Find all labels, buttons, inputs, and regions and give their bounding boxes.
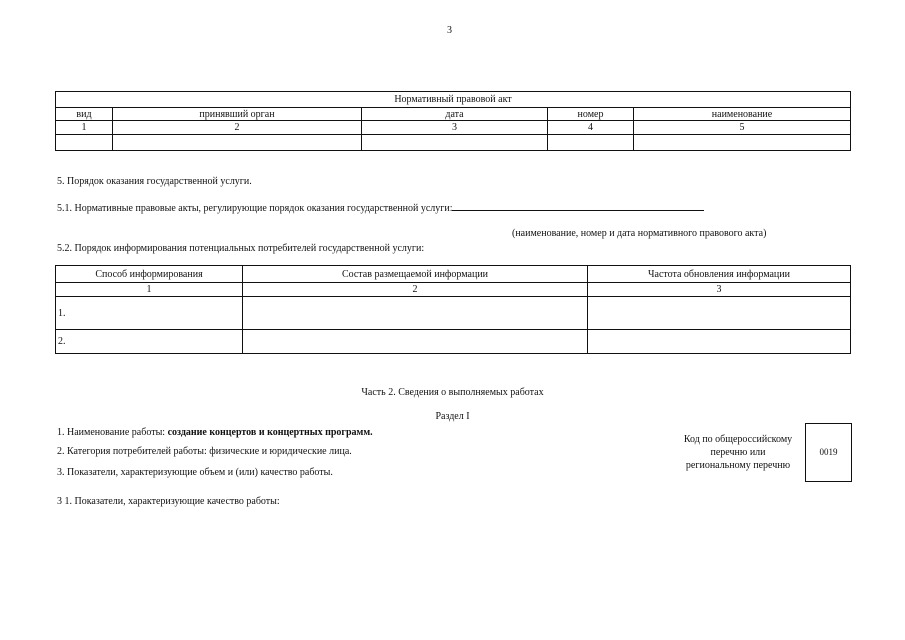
indicators-text: 3. Показатели, характеризующие объем и (или) качество работы. (57, 467, 333, 478)
table-cell (243, 297, 588, 330)
work-name-label: 1. Наименование работы: (57, 427, 168, 438)
part2-section-title: Раздел I (435, 411, 470, 422)
column-header: дата (362, 108, 548, 121)
section51-line (57, 201, 704, 214)
page-number: 3 (447, 25, 452, 36)
work-name-line (57, 427, 373, 438)
table-cell (588, 297, 851, 330)
column-header: наименование (634, 108, 851, 121)
column-number: 3 (588, 283, 851, 297)
column-header: Частота обновления информации (588, 266, 851, 283)
info-table (55, 265, 851, 354)
part2-title: Часть 2. Сведения о выполняемых работах (361, 387, 544, 398)
code-label-line: региональному перечню (685, 460, 791, 471)
code-value: 0019 (819, 447, 838, 457)
section51-caption: (наименование, номер и дата нормативного правового акта) (512, 228, 767, 239)
column-header: Способ информирования (56, 266, 243, 283)
code-label-line: Код по общероссийскому (683, 434, 793, 445)
column-number: 5 (634, 121, 851, 135)
table-row (56, 297, 851, 330)
table-cell: 2. (56, 330, 243, 354)
column-number: 3 (362, 121, 548, 135)
code-box (805, 423, 852, 482)
section51-blank-line (452, 201, 704, 211)
code-label-line: перечню или (710, 447, 766, 458)
column-header: номер (548, 108, 634, 121)
work-name-value: создание концертов и концертных программ. (167, 427, 373, 438)
table-cell (56, 135, 113, 151)
quality-indicators-text: 3 1. Показатели, характеризующие качество работы: (57, 496, 280, 507)
code-label (673, 433, 803, 472)
table-row (56, 330, 851, 354)
column-number: 1 (56, 283, 243, 297)
column-header: вид (56, 108, 113, 121)
column-number: 2 (113, 121, 362, 135)
section51-text: 5.1. Нормативные правовые акты, регулирующие порядок оказания государственной услуги: (57, 203, 453, 214)
table-cell (588, 330, 851, 354)
table-cell (548, 135, 634, 151)
table-cell: 1. (56, 297, 243, 330)
column-number: 2 (243, 283, 588, 297)
table-cell (634, 135, 851, 151)
column-header: Состав размещаемой информации (243, 266, 588, 283)
table-row (56, 135, 851, 151)
column-header: принявший орган (113, 108, 362, 121)
table-cell (362, 135, 548, 151)
column-number: 4 (548, 121, 634, 135)
column-number: 1 (56, 121, 113, 135)
section5-heading: 5. Порядок оказания государственной услуги. (57, 176, 252, 187)
table-cell (243, 330, 588, 354)
consumer-category: 2. Категория потребителей работы: физические и юридические лица. (57, 446, 352, 457)
table-cell (113, 135, 362, 151)
legal-act-table (55, 91, 851, 151)
legal-act-table-title: Нормативный правовой акт (56, 92, 851, 108)
section52-text: 5.2. Порядок информирования потенциальных потребителей государственной услуги: (57, 243, 425, 254)
